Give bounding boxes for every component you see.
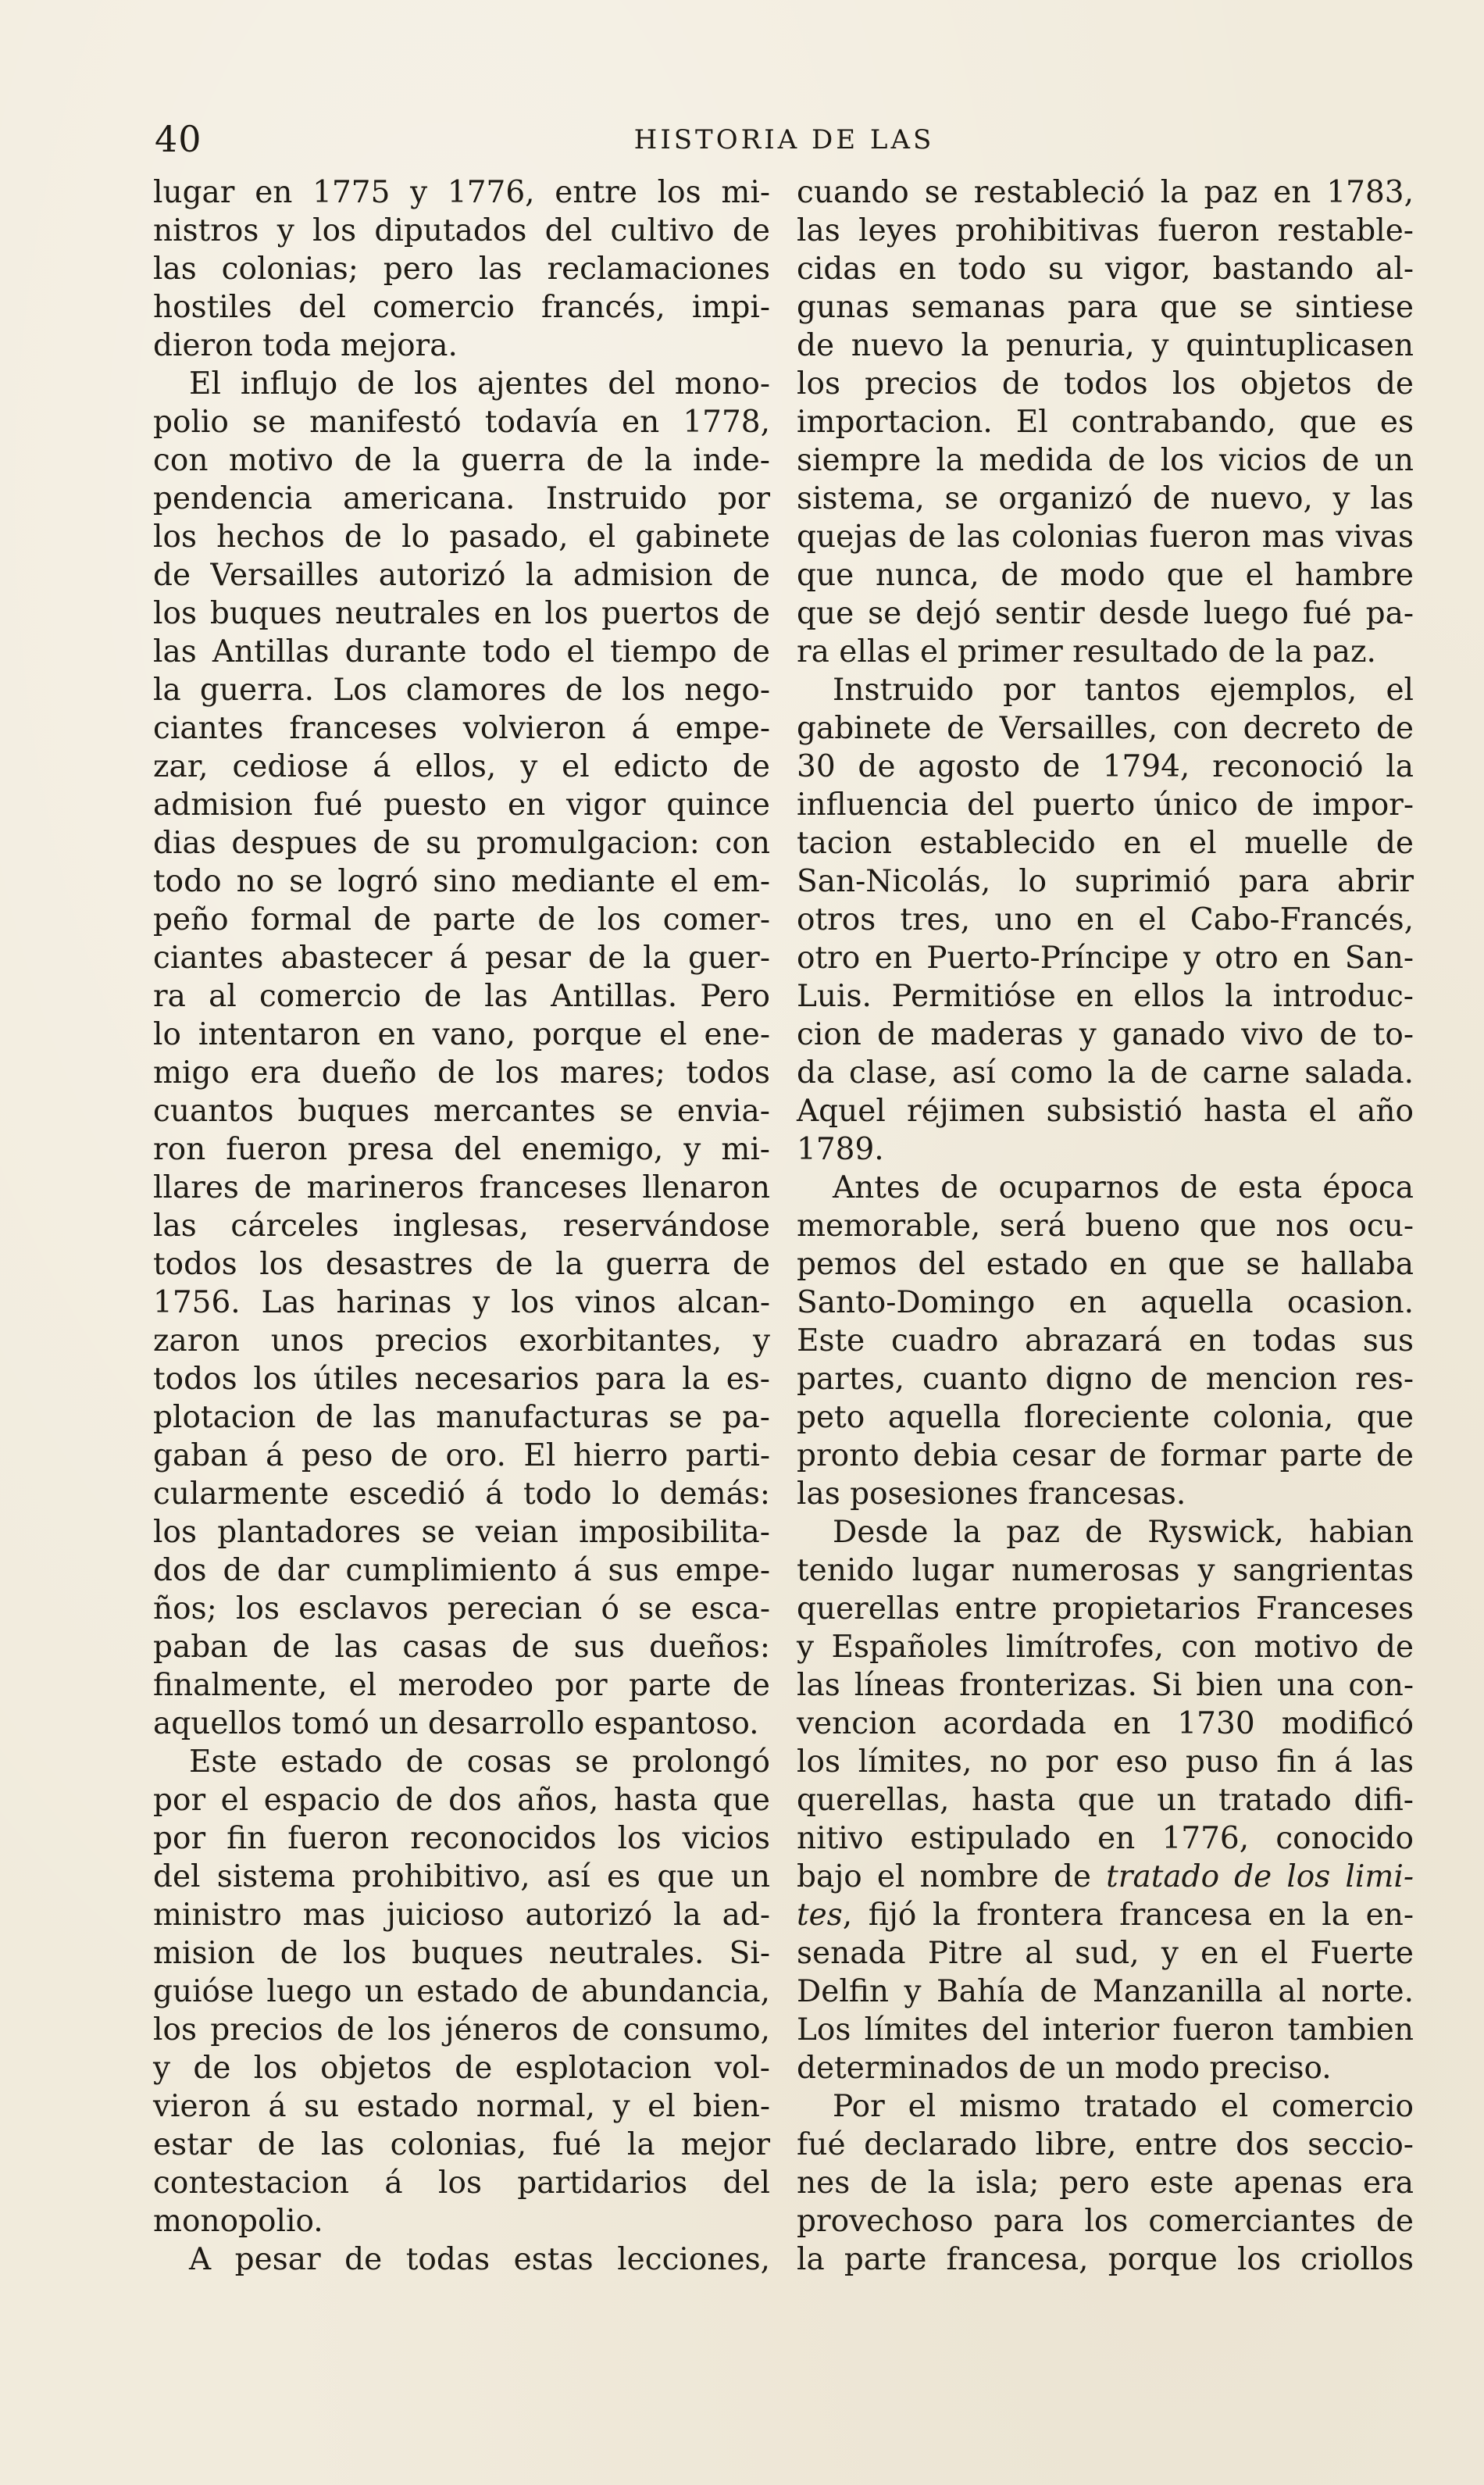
text-line: vencion acordada en 1730 modificó xyxy=(797,1706,1414,1741)
text-line: El influjo de los ajentes del mono- xyxy=(189,366,770,402)
text-line: las leyes prohibitivas fueron restable- xyxy=(797,213,1414,248)
text-line: ra al comercio de las Antillas. Pero xyxy=(153,979,770,1014)
text-run: bajo el nombre de xyxy=(797,1859,1107,1894)
text-line: vieron á su estado normal, y el bien- xyxy=(153,2089,770,2124)
page-header xyxy=(155,117,1414,164)
text-line: los precios de los jéneros de consumo, xyxy=(153,2012,770,2048)
text-line: las posesiones francesas. xyxy=(797,1476,1186,1512)
text-line: aquellos tomó un desarrollo espantoso. xyxy=(153,1706,759,1741)
text-line: sistema, se organizó de nuevo, y las xyxy=(797,481,1414,516)
text-line: ciantes franceses volvieron á empe- xyxy=(153,711,770,746)
text-line: Instruido por tantos ejemplos, el xyxy=(833,673,1414,708)
text-line: ños; los esclavos perecian ó se esca- xyxy=(153,1591,770,1626)
text-line: otros tres, uno en el Cabo-Francés, xyxy=(797,902,1414,937)
text-line: hostiles del comercio francés, impi- xyxy=(153,290,770,325)
text-run: , fijó la frontera francesa en la en- xyxy=(842,1898,1414,1933)
text-line: cuando se restableció la paz en 1783, xyxy=(797,175,1414,210)
text-line: fué declarado libre, entre dos seccio- xyxy=(797,2127,1414,2162)
text-line: ron fueron presa del enemigo, y mi- xyxy=(153,1132,770,1167)
text-line: zaron unos precios exorbitantes, y xyxy=(153,1323,770,1359)
text-line: nitivo estipulado en 1776, conocido xyxy=(797,1821,1414,1856)
text-line: querellas entre propietarios Franceses xyxy=(797,1591,1414,1626)
text-line: dieron toda mejora. xyxy=(153,328,458,363)
text-line: ministro mas juicioso autorizó la ad- xyxy=(153,1898,770,1933)
text-line: Por el mismo tratado el comercio xyxy=(833,2089,1414,2124)
text-line: querellas, hasta que un tratado difi- xyxy=(797,1783,1414,1818)
text-line: gaban á peso de oro. El hierro parti- xyxy=(153,1438,770,1473)
text-line: A pesar de todas estas lecciones, xyxy=(189,2242,770,2277)
text-line: zar, cediose á ellos, y el edicto de xyxy=(153,749,770,784)
text-line: 30 de agosto de 1794, reconoció la xyxy=(797,749,1414,784)
text-line: nes de la isla; pero este apenas era xyxy=(797,2165,1414,2201)
text-line: pronto debia cesar de formar parte de xyxy=(797,1438,1414,1473)
text-line: cidas en todo su vigor, bastando al- xyxy=(797,252,1414,287)
text-line: gabinete de Versailles, con decreto de xyxy=(797,711,1414,746)
text-line: los límites, no por eso puso fin á las xyxy=(797,1744,1414,1780)
text-line: da clase, así como la de carne salada. xyxy=(797,1055,1414,1091)
text-line: ra ellas el primer resultado de la paz. xyxy=(797,634,1376,669)
text-line: la guerra. Los clamores de los nego- xyxy=(153,673,770,708)
text-line: Este cuadro abrazará en todas sus xyxy=(797,1323,1414,1359)
text-line: por el espacio de dos años, hasta que xyxy=(153,1783,770,1818)
text-line: polio se manifestó todavía en 1778, xyxy=(153,405,770,440)
text-line xyxy=(797,1858,1414,1896)
text-line: llares de marineros franceses llenaron xyxy=(153,1170,770,1205)
text-line: cuantos buques mercantes se envia- xyxy=(153,1094,770,1129)
text-line: senada Pitre al sud, y en el Fuerte xyxy=(797,1936,1414,1971)
text-line: tacion establecido en el muelle de xyxy=(797,826,1414,861)
text-line: importacion. El contrabando, que es xyxy=(797,405,1414,440)
running-title: HISTORIA DE LAS xyxy=(633,124,935,155)
text-line: todos los desastres de la guerra de xyxy=(153,1247,770,1282)
italic-title: tes xyxy=(797,1898,843,1933)
italic-title: tratado de los limi- xyxy=(1106,1859,1414,1894)
text-line: siempre la medida de los vicios de un xyxy=(797,443,1414,478)
text-line: pendencia americana. Instruido por xyxy=(153,481,770,516)
text-line: memorable, será bueno que nos ocu- xyxy=(797,1209,1414,1244)
text-line: paban de las casas de sus dueños: xyxy=(153,1630,770,1665)
page-number: 40 xyxy=(155,118,202,160)
text-line: lo intentaron en vano, porque el ene- xyxy=(153,1017,770,1052)
text-line: por fin fueron reconocidos los vicios xyxy=(153,1821,770,1856)
text-line: admision fué puesto en vigor quince xyxy=(153,787,770,823)
text-line: Antes de ocuparnos de esta época xyxy=(833,1170,1414,1205)
text-line: del sistema prohibitivo, así es que un xyxy=(153,1859,770,1894)
text-line: los buques neutrales en los puertos de xyxy=(153,596,770,631)
text-line: todo no se logró sino mediante el em- xyxy=(153,864,770,899)
text-line: gunas semanas para que se sintiese xyxy=(797,290,1414,325)
text-line: los precios de todos los objetos de xyxy=(797,366,1414,402)
text-line: guióse luego un estado de abundancia, xyxy=(153,1974,770,2009)
text-line: todos los útiles necesarios para la es- xyxy=(153,1362,770,1397)
text-line: las cárceles inglesas, reservándose xyxy=(153,1209,770,1244)
text-line: provechoso para los comerciantes de xyxy=(797,2204,1414,2239)
text-line: peto aquella floreciente colonia, que xyxy=(797,1400,1414,1435)
text-line: estar de las colonias, fué la mejor xyxy=(153,2127,770,2162)
text-line: 1789. xyxy=(797,1132,884,1167)
text-line: Santo-Domingo en aquella ocasion. xyxy=(797,1285,1414,1320)
text-column-left xyxy=(153,173,770,2279)
text-line: quejas de las colonias fueron mas vivas xyxy=(797,519,1414,555)
text-line: 1756. Las harinas y los vinos alcan- xyxy=(153,1285,770,1320)
text-line: mision de los buques neutrales. Si- xyxy=(153,1936,770,1971)
text-line: otro en Puerto-Príncipe y otro en San- xyxy=(797,941,1414,976)
text-line: Este estado de cosas se prolongó xyxy=(189,1744,770,1780)
text-line: Delfin y Bahía de Manzanilla al norte. xyxy=(797,1974,1414,2009)
text-line: con motivo de la guerra de la inde- xyxy=(153,443,770,478)
text-line: nistros y los diputados del cultivo de xyxy=(153,213,770,248)
text-line: plotacion de las manufacturas se pa- xyxy=(153,1400,770,1435)
text-line: contestacion á los partidarios del xyxy=(153,2165,770,2201)
text-line: Luis. Permitióse en ellos la introduc- xyxy=(797,979,1414,1014)
text-line xyxy=(797,1896,1414,1934)
text-line: partes, cuanto digno de mencion res- xyxy=(797,1362,1414,1397)
text-line: San-Nicolás, lo suprimió para abrir xyxy=(797,864,1414,899)
text-line: la parte francesa, porque los criollos xyxy=(797,2242,1414,2277)
text-line: determinados de un modo preciso. xyxy=(797,2051,1332,2086)
text-line: dias despues de su promulgacion: con xyxy=(153,826,770,861)
text-line: que se dejó sentir desde luego fué pa- xyxy=(797,596,1414,631)
text-line: influencia del puerto único de impor- xyxy=(797,787,1414,823)
text-line: tenido lugar numerosas y sangrientas xyxy=(797,1553,1414,1588)
text-line: cularmente escedió á todo lo demás: xyxy=(153,1476,770,1512)
text-line: migo era dueño de los mares; todos xyxy=(153,1055,770,1091)
text-line: Aquel réjimen subsistió hasta el año xyxy=(797,1094,1414,1129)
text-line: finalmente, el merodeo por parte de xyxy=(153,1668,770,1703)
text-line: y de los objetos de esplotacion vol- xyxy=(153,2051,770,2086)
text-line: pemos del estado en que se hallaba xyxy=(797,1247,1414,1282)
text-line: los hechos de lo pasado, el gabinete xyxy=(153,519,770,555)
text-line: las Antillas durante todo el tiempo de xyxy=(153,634,770,669)
text-line: monopolio. xyxy=(153,2204,323,2239)
text-line: cion de maderas y ganado vivo de to- xyxy=(797,1017,1414,1052)
text-line: de Versailles autorizó la admision de xyxy=(153,558,770,593)
text-line: que nunca, de modo que el hambre xyxy=(797,558,1414,593)
text-line: ciantes abastecer á pesar de la guer- xyxy=(153,941,770,976)
text-column-right xyxy=(797,173,1414,2279)
text-line: de nuevo la penuria, y quintuplicasen xyxy=(797,328,1414,363)
text-line: los plantadores se veian imposibilita- xyxy=(153,1515,770,1550)
text-line: y Españoles limítrofes, con motivo de xyxy=(797,1630,1414,1665)
text-line: las líneas fronterizas. Si bien una con- xyxy=(797,1668,1414,1703)
text-line: lugar en 1775 y 1776, entre los mi- xyxy=(153,175,770,210)
text-line: Desde la paz de Ryswick, habian xyxy=(833,1515,1414,1550)
text-line: Los límites del interior fueron tambien xyxy=(797,2012,1414,2048)
text-line: las colonias; pero las reclamaciones xyxy=(153,252,770,287)
text-line: dos de dar cumplimiento á sus empe- xyxy=(153,1553,770,1588)
text-line: peño formal de parte de los comer- xyxy=(153,902,770,937)
